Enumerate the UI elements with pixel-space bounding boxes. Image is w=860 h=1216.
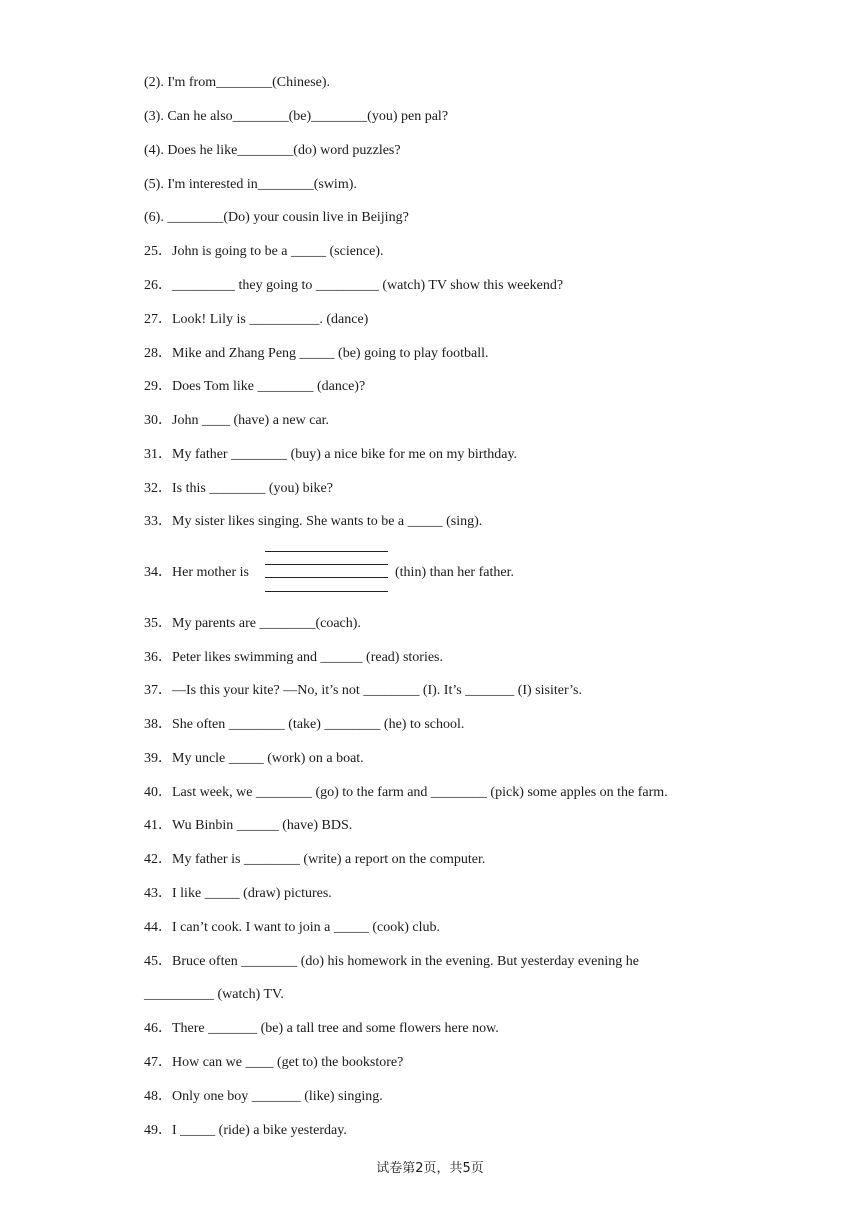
question-line: 38．She often ________ (take) ________ (he) to school. <box>144 717 465 732</box>
question-line: 29．Does Tom like ________ (dance)? <box>144 379 366 394</box>
question-line: 40．Last week, we ________ (go) to the farm and ________ (pick) some apples on the farm. <box>144 785 668 800</box>
question-line: (3). Can he also________(be)________(you) pen pal? <box>144 109 449 124</box>
page-footer: 试卷第2页，共5页 <box>376 1161 484 1176</box>
question-line: 37．—Is this your kite? —No, it’s not ________ (I). It’s _______ (I) sisiter’s. <box>144 683 582 698</box>
blank-line <box>265 591 388 592</box>
question-line: 39．My uncle _____ (work) on a boat. <box>144 751 364 766</box>
question-line: 36．Peter likes swimming and ______ (read) stories. <box>144 650 444 665</box>
question-line: __________ (watch) TV. <box>144 987 284 1002</box>
question-line: 26．_________ they going to _________ (watch) TV show this weekend? <box>144 278 564 293</box>
question-line: 41．Wu Binbin ______ (have) BDS. <box>144 818 353 833</box>
question-line: 42．My father is ________ (write) a report on the computer. <box>144 852 486 867</box>
blank-line <box>265 551 388 552</box>
question-line: 48．Only one boy _______ (like) singing. <box>144 1089 383 1104</box>
question-line: 28．Mike and Zhang Peng _____ (be) going to play football. <box>144 346 489 361</box>
question-line: 49．I _____ (ride) a bike yesterday. <box>144 1123 347 1138</box>
blank-line <box>265 564 388 565</box>
question-line: (2). I'm from________(Chinese). <box>144 75 331 90</box>
question-line: 32．Is this ________ (you) bike? <box>144 481 333 496</box>
question-line: 47．How can we ____ (get to) the bookstore? <box>144 1055 404 1070</box>
question-line: 35．My parents are ________(coach). <box>144 616 361 631</box>
question-34-answer-blank[interactable] <box>265 549 388 595</box>
question-line: (6). ________(Do) your cousin live in Beijing? <box>144 210 409 225</box>
question-34-suffix: (thin) than her father. <box>395 565 514 580</box>
question-line: 27．Look! Lily is __________. (dance) <box>144 312 369 327</box>
question-line: 25．John is going to be a _____ (science). <box>144 244 384 259</box>
question-line: 30．John ____ (have) a new car. <box>144 413 330 428</box>
blank-line <box>265 577 388 578</box>
question-line: 33．My sister likes singing. She wants to be a _____ (sing). <box>144 514 483 529</box>
question-34-prefix: 34．Her mother is <box>144 565 249 580</box>
question-line: (4). Does he like________(do) word puzzles? <box>144 143 401 158</box>
question-line: 46．There _______ (be) a tall tree and some flowers here now. <box>144 1021 499 1036</box>
question-line: 31．My father ________ (buy) a nice bike for me on my birthday. <box>144 447 518 462</box>
question-line: 43．I like _____ (draw) pictures. <box>144 886 332 901</box>
question-line: (5). I'm interested in________(swim). <box>144 177 357 192</box>
question-line: 44．I can’t cook. I want to join a _____ (cook) club. <box>144 920 441 935</box>
question-line: 45．Bruce often ________ (do) his homework in the evening. But yesterday evening he <box>144 954 639 969</box>
